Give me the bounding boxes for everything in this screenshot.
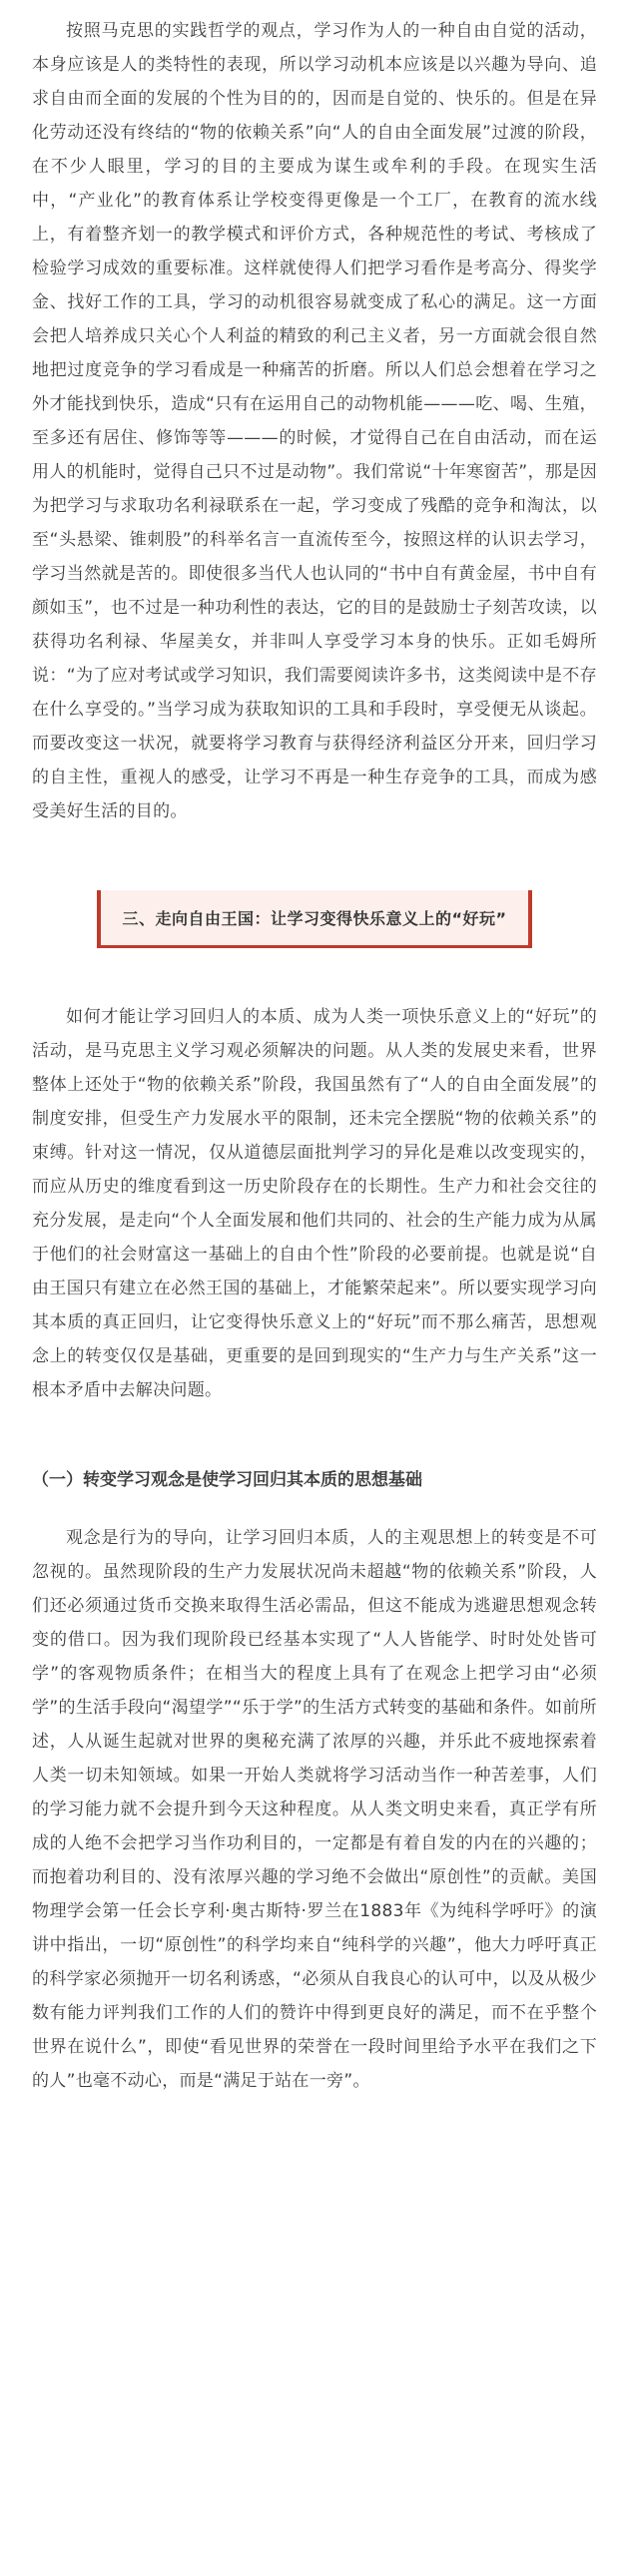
subheading: （一）转变学习观念是使学习回归其本质的思想基础: [32, 1470, 422, 1490]
section-paragraph: 如何才能让学习回归人的本质、成为人类一项快乐意义上的“好玩”的活动，是马克思主义学习观必须解决的问题。从人类的发展史来看，世界整体上还处于“物的依赖关系”阶段，我国虽然有了“人的自由全面发展”的制度安排，但受生产力发展水平的限制，还未完全摆脱“物的依赖关系”的束缚。针对这一情况，仅从道德层面批判学习的异化是难以改变现实的，而应从历史的维度看到这一历史阶段存在的长期性。生产力和社会交往的充分发展，是走向“个人全面发展和他们共同的、社会的生产能力成为从属于他们的社会财富这一基础上的自由个性”阶段的必要前提。也就是说“自由王国只有建立在必然王国的基础上，才能繁荣起来”。所以要实现学习向其本质的真正回归，让它变得快乐意义上的“好玩”而不那么痛苦，思想观念上的转变仅仅是基础，更重要的是回到现实的“生产力与生产关系”这一根本矛盾中去解决问题。: [32, 1007, 597, 1400]
sub-paragraph: 观念是行为的导向，让学习回归本质，人的主观思想上的转变是不可忽视的。虽然现阶段的生产力发展状况尚未超越“物的依赖关系”阶段，人们还必须通过货币交换来取得生活必需品，但这不能成为逃避思想观念转变的借口。因为我们现阶段已经基本实现了“人人皆能学、时时处处皆可学”的客观物质条件；在相当大的程度上具有了在观念上把学习由“必须学”的生活手段向“渴望学”“乐于学”的生活方式转变的基础和条件。如前所述，人从诞生起就对世界的奥秘充满了浓厚的兴趣，并乐此不疲地探索着人类一切未知领域。如果一开始人类就将学习活动当作一种苦差事，人们的学习能力就不会提升到今天这种程度。从人类文明史来看，真正学有所成的人绝不会把学习当作功利目的，一定都是有着自发的内在的兴趣的；而抱着功利目的、没有浓厚兴趣的学习绝不会做出“原创性”的贡献。美国物理学会第一任会长亨利·奥古斯特·罗兰在1883年《为纯科学呼吁》的演讲中指出，一切“原创性”的科学均来自“纯科学的兴趣”，他大力呼吁真正的科学家必须抛开一切名利诱惑，“必须从自我良心的认可中，以及从极少数有能力评判我们工作的人们的赞许中得到更良好的满足，而不在乎整个世界在说什么”，即使“看见世界的荣誉在一段时间里给予水平在我们之下的人”也毫不动心，而是“满足于站在一旁”。: [32, 1528, 597, 2091]
section-title: 三、走向自由王国：让学习变得快乐意义上的“好玩”: [97, 890, 532, 948]
article-paragraph: 按照马克思的实践哲学的观点，学习作为人的一种自由自觉的活动，本身应该是人的类特性的表现，所以学习动机本应该是以兴趣为导向、追求自由而全面的发展的个性为目的的，因而是自觉的、快乐的。但是在异化劳动还没有终结的“物的依赖关系”向“人的自由全面发展”过渡的阶段，在不少人眼里，学习的目的主要成为谋生或牟利的手段。在现实生活中，“产业化”的教育体系让学校变得更像是一个工厂，在教育的流水线上，有着整齐划一的教学模式和评价方式，各种规范性的考试、考核成了检验学习成效的重要标准。这样就使得人们把学习看作是考高分、得奖学金、找好工作的工具，学习的动机很容易就变成了私心的满足。这一方面会把人培养成只关心个人利益的精致的利己主义者，另一方面就会很自然地把过度竞争的学习看成是一种痛苦的折磨。所以人们总会想着在学习之外才能找到快乐，造成“只有在运用自己的动物机能———吃、喝、生殖，至多还有居住、修饰等等———的时候，才觉得自己在自由活动，而在运用人的机能时，觉得自己只不过是动物”。我们常说“十年寒窗苦”，那是因为把学习与求取功名利禄联系在一起，学习变成了残酷的竞争和淘汰，以至“头悬梁、锥刺股”的科举名言一直流传至今，按照这样的认识去学习，学习当然就是苦的。即使很多当代人也认同的“书中自有黄金屋，书中自有颜如玉”，也不过是一种功利性的表达，它的目的是鼓励士子刻苦攻读，以获得功名利禄、华屋美女，并非叫人享受学习本身的快乐。正如毛姆所说：“为了应对考试或学习知识，我们需要阅读许多书，这类阅读中是不存在什么享受的。”当学习成为获取知识的工具和手段时，享受便无从谈起。而要改变这一状况，就要将学习教育与获得经济利益区分开来，回归学习的自主性，重视人的感受，让学习不再是一种生存竞争的工具，而成为感受美好生活的目的。: [32, 21, 597, 821]
section-banner-wrap: [32, 890, 597, 948]
